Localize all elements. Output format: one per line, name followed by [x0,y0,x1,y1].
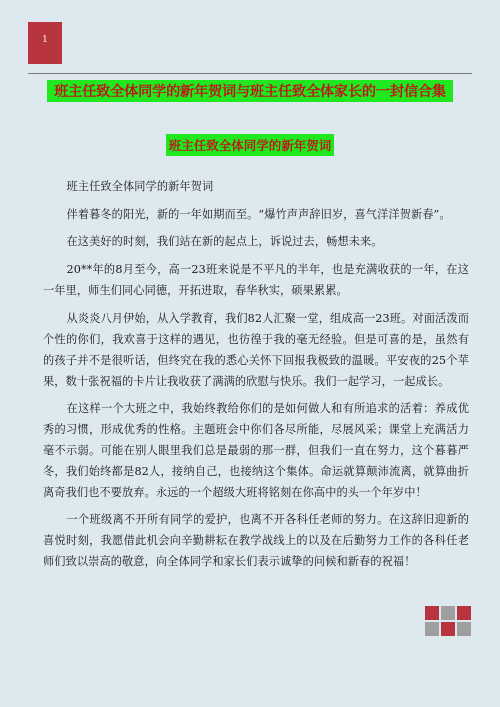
paragraph: 从炎炎八月伊始，从入学教育，我们82人汇聚一堂，组成高一23班。对面活泼而个性的你们，我欢喜于这样的遇见，也彷徨于我的毫无经验。但是可喜的是，虽然有的孩子并不是很听话，但终究在我的悉心关怀下回报我极致的温暖。平安夜的25个苹果，数十张祝福的卡片让我收获了满满的欣慰与快乐。我们一起学习，一起成长。 [43,311,469,388]
page-number-badge [28,22,62,64]
square-icon [457,622,471,636]
square-icon [425,622,439,636]
paragraph: 在这样一个大班之中，我始终教给你们的是如何做人和有所追求的活着：养成优秀的习惯，形成优秀的性格。主题班会中你们各尽所能，尽展风采；课堂上充满活力毫不示弱。可能在别人眼里我们总是最弱的那一群，但我们一直在努力，这个暮暮严冬，我们始终都是82人，接纳自己，也接纳这个集体。命运就算颠沛流离，就算曲折离奇我们也不要放弃。永远的一个超级大班将铭刻在你高中的头一个年岁中！ [43,401,469,499]
square-icon [457,606,471,620]
square-icon [441,622,455,636]
paragraph: 20**年的8月至今，高一23班来说是不平凡的半年，也是充满收获的一年，在这一年里，师生们同心同德，开拓进取，春华秋实，硕果累累。 [43,262,469,297]
header-rule [28,73,472,74]
paragraph: 伴着暮冬的阳光，新的一年如期而至。“爆竹声声辞旧岁，喜气洋洋贺新春”。 [66,207,451,221]
document-title: 班主任致全体同学的新年贺词与班主任致全体家长的一封信合集 [47,80,453,102]
square-icon [441,606,455,620]
square-icon [425,606,439,620]
paragraph: 班主任致全体同学的新年贺词 [66,180,214,193]
page-number: 1 [42,35,48,45]
paragraph: 在这美好的时刻，我们站在新的起点上，诉说过去，畅想未来。 [66,235,383,248]
section-title: 班主任致全体同学的新年贺词 [166,134,335,156]
decorative-squares [425,606,471,636]
paragraph: 一个班级离不开所有同学的爱护，也离不开各科任老师的努力。在这辞旧迎新的喜悦时刻，我愿借此机会向辛勤耕耘在教学战线上的以及在后勤努力工作的各科任老师们致以崇高的敬意，向全体同学和家长们表示诚挚的问候和新春的祝福！ [43,512,469,568]
document-body [43,176,469,578]
